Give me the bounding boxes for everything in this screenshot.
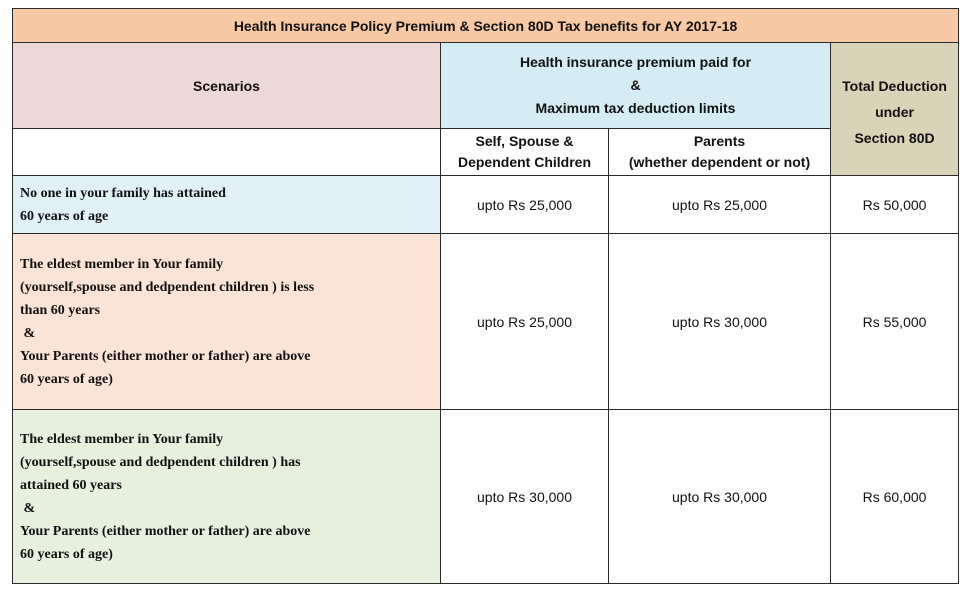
scenario-line: 60 years of age)	[20, 546, 113, 562]
total-deduction-cell: Rs 50,000	[831, 176, 959, 234]
scenario-line: No one in your family has attained	[20, 185, 226, 201]
scenario-line: attained 60 years	[20, 477, 122, 493]
scenarios-header: Scenarios	[13, 43, 441, 129]
self-spouse-children-header	[441, 129, 609, 176]
parents-header-line: Parents	[693, 133, 746, 149]
table-row	[13, 410, 959, 584]
scenario-line: &	[20, 325, 36, 341]
parents-header	[609, 129, 831, 176]
parents-limit-cell: upto Rs 30,000	[609, 410, 831, 584]
total-header-line: under	[875, 104, 914, 120]
self-header-line: Dependent Children	[457, 154, 591, 170]
scenario-line: (yourself,spouse and dedpendent children ) is less	[20, 279, 315, 295]
total-deduction-cell: Rs 60,000	[831, 410, 959, 584]
premium-header-line: Health insurance premium paid for	[519, 54, 752, 70]
table-title: Health Insurance Policy Premium & Section 80D Tax benefits for AY 2017-18	[13, 9, 959, 43]
scenarios-subheader-blank	[13, 129, 441, 176]
scenario-line: (yourself,spouse and dedpendent children ) has	[20, 454, 301, 470]
scenario-line: 60 years of age	[20, 208, 109, 224]
self-limit-cell: upto Rs 25,000	[441, 176, 609, 234]
scenario-cell	[13, 234, 441, 410]
scenario-line: than 60 years	[20, 302, 101, 318]
tax-benefit-table	[12, 8, 959, 584]
total-header-line: Section 80D	[854, 130, 935, 146]
parents-header-line: (whether dependent or not)	[628, 154, 811, 170]
scenario-line: Your Parents (either mother or father) are above	[20, 523, 311, 539]
scenario-line: The eldest member in Your family	[20, 431, 224, 447]
parents-limit-cell: upto Rs 25,000	[609, 176, 831, 234]
premium-header	[441, 43, 831, 129]
scenario-line: The eldest member in Your family	[20, 256, 224, 272]
scenario-line: &	[20, 500, 36, 516]
premium-header-line: &	[630, 77, 641, 93]
scenario-line: Your Parents (either mother or father) are above	[20, 348, 311, 364]
premium-header-line: Maximum tax deduction limits	[535, 100, 736, 116]
table-row	[13, 176, 959, 234]
self-header-line: Self, Spouse &	[475, 133, 574, 149]
parents-limit-cell: upto Rs 30,000	[609, 234, 831, 410]
self-limit-cell: upto Rs 25,000	[441, 234, 609, 410]
scenario-cell	[13, 176, 441, 234]
self-limit-cell: upto Rs 30,000	[441, 410, 609, 584]
scenario-line: 60 years of age)	[20, 371, 113, 387]
table-row	[13, 234, 959, 410]
total-header-line: Total Deduction	[842, 78, 947, 94]
scenario-cell	[13, 410, 441, 584]
total-deduction-cell: Rs 55,000	[831, 234, 959, 410]
total-deduction-header	[831, 43, 959, 176]
